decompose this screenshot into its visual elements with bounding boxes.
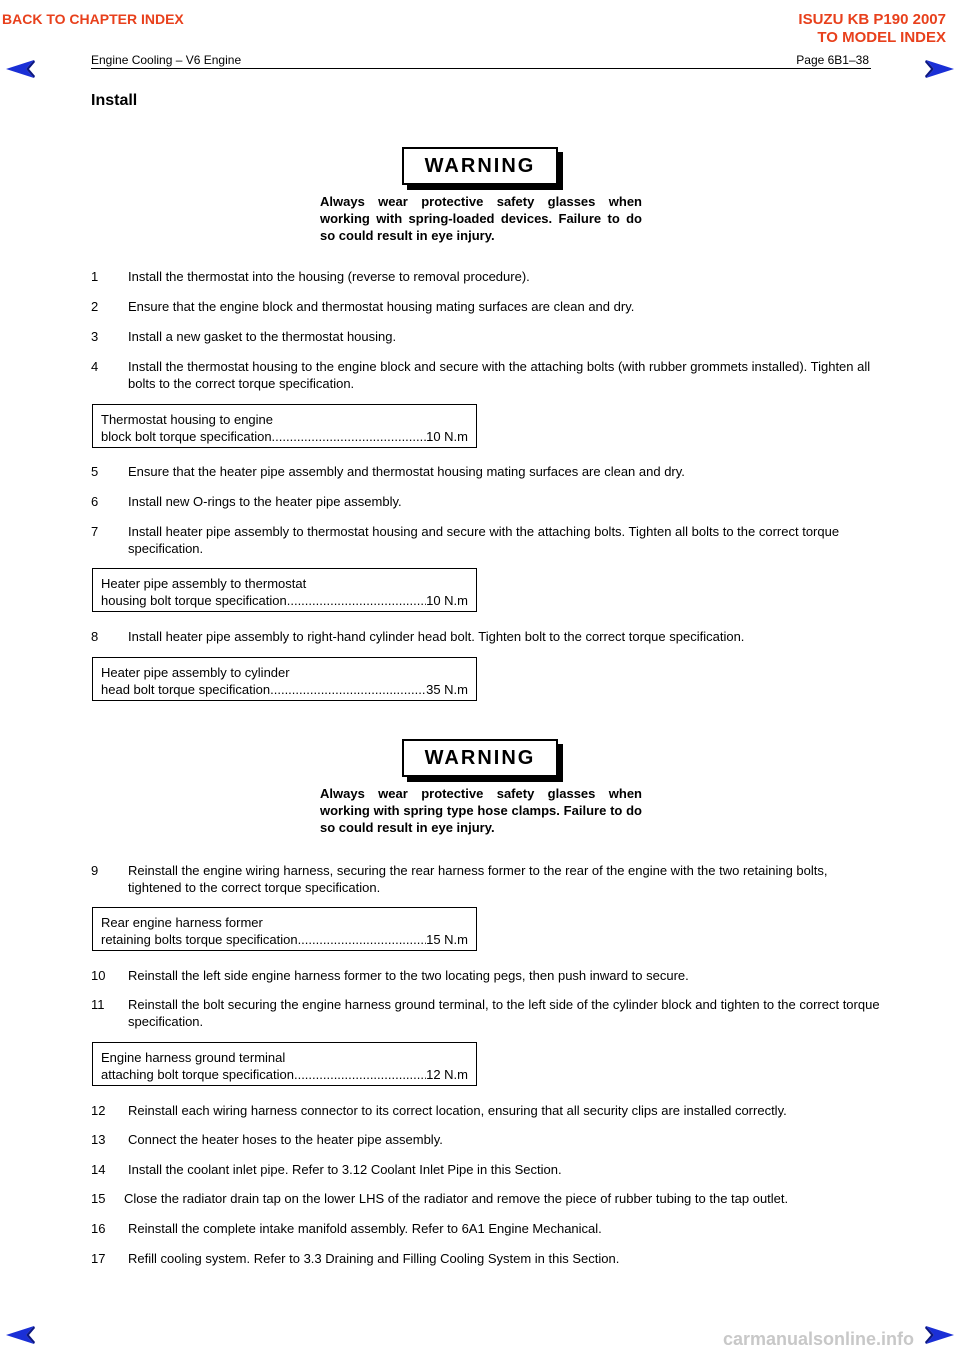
watermark: carmanualsonline.info (722, 1329, 914, 1349)
header-page-number: Page 6B1–38 (796, 53, 869, 67)
step-item: 10 Reinstall the left side engine harness former to the two locating pegs, then push inward to secure. (91, 968, 689, 983)
step-item: 12 Reinstall each wiring harness connector to its correct location, ensuring that all security clips are installed correctly. (91, 1103, 787, 1118)
torque-spec-box: Heater pipe assembly to cylinder head bolt torque specification ..... 35 N.m (92, 657, 477, 701)
step-item: 14 Install the coolant inlet pipe. Refer to 3.12 Coolant Inlet Pipe in this Section. (91, 1162, 562, 1177)
step-item: 2 Ensure that the engine block and thermostat housing mating surfaces are clean and dry. (91, 299, 635, 314)
step-item: 15 Close the radiator drain tap on the lower LHS of the radiator and remove the piece of rubber tubing to the tap outlet. (91, 1191, 789, 1206)
step-item: 8 Install heater pipe assembly to right-hand cylinder head bolt. Tighten bolt to the correct torque specification. (91, 629, 745, 644)
section-title: Install (91, 92, 138, 109)
torque-spec-box: Engine harness ground terminal attaching bolt torque specification ..... 12 N.m (92, 1042, 477, 1086)
header-section-name: Engine Cooling – V6 Engine (91, 53, 242, 67)
back-to-chapter-index-link[interactable]: BACK TO CHAPTER INDEX (2, 11, 184, 27)
torque-spec-box: Heater pipe assembly to thermostat housing bolt torque specification ..... 10 N.m (92, 568, 477, 612)
step-item: 6 Install new O-rings to the heater pipe assembly. (91, 494, 402, 509)
header-rule (91, 68, 871, 69)
step-item: 4 Install the thermostat housing to the engine block and secure with the attaching bolts (with rubber grommets installed). Tighten all bolts to the correct torque specification. (91, 359, 871, 391)
prev-page-arrow-icon[interactable] (4, 58, 38, 80)
warning-text: Always wear protective safety glasses when working with spring type hose clamps. Failure to do so could result in eye injury. (320, 786, 642, 835)
warning-badge: WARNING (402, 739, 558, 777)
to-model-index-link[interactable]: TO MODEL INDEX (817, 29, 946, 46)
prev-page-bottom-arrow-icon[interactable] (4, 1324, 38, 1346)
torque-spec-box: Rear engine harness former retaining bolts torque specification ..... 15 N.m (92, 907, 477, 951)
next-page-arrow-icon[interactable] (922, 58, 956, 80)
step-item: 3 Install a new gasket to the thermostat housing. (91, 329, 397, 344)
model-title: ISUZU KB P190 2007 (798, 11, 946, 28)
warning-text: Always wear protective safety glasses when working with spring-loaded devices. Failure to do so could result in eye injury. (320, 194, 642, 243)
step-item: 11 Reinstall the bolt securing the engine harness ground terminal, to the left side of the cylinder block and tighten to the correct torque specification. (91, 997, 880, 1029)
warning-badge: WARNING (402, 147, 558, 185)
step-item: 7 Install heater pipe assembly to thermostat housing and secure with the attaching bolts. Tighten all bolts to the correct torque specification. (91, 524, 840, 556)
step-item: 13 Connect the heater hoses to the heater pipe assembly. (91, 1132, 443, 1147)
step-item: 16 Reinstall the complete intake manifold assembly. Refer to 6A1 Engine Mechanical. (91, 1221, 602, 1236)
step-item: 1 Install the thermostat into the housing (reverse to removal procedure). (91, 269, 530, 284)
step-item: 5 Ensure that the heater pipe assembly and thermostat housing mating surfaces are clean and dry. (91, 464, 685, 479)
next-page-bottom-arrow-icon[interactable] (922, 1324, 956, 1346)
step-item: 17 Refill cooling system. Refer to 3.3 Draining and Filling Cooling System in this Section. (91, 1251, 620, 1266)
step-item: 9 Reinstall the engine wiring harness, securing the rear harness former to the rear of the engine with the two retaining bolts, tightened to the correct torque specification. (91, 863, 828, 895)
torque-spec-box: Thermostat housing to engine block bolt torque specification ..... 10 N.m (92, 404, 477, 448)
